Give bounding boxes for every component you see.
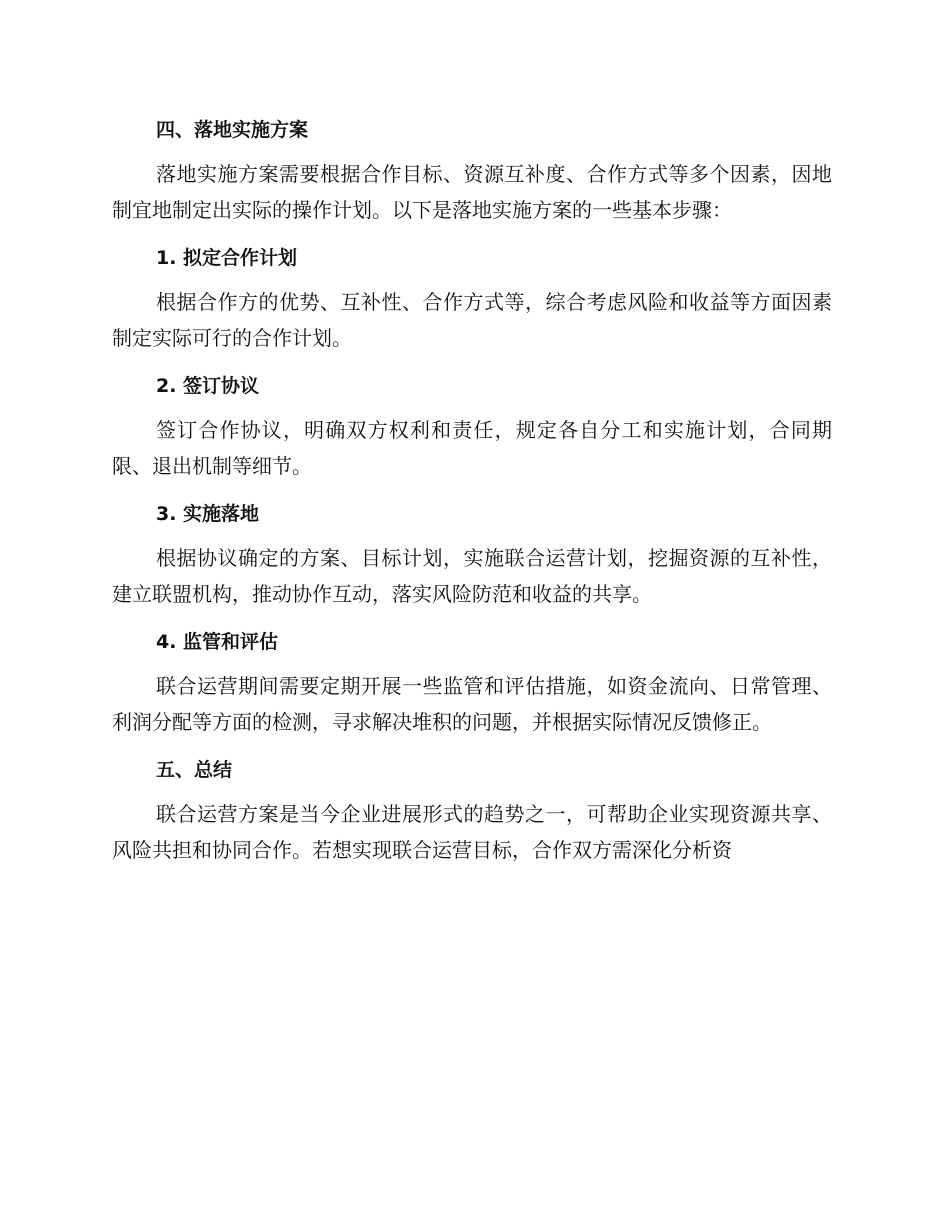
step-heading-draft-plan: 1. 拟定合作计划 <box>156 247 298 269</box>
step-paragraph-supervise-evaluate: 联合运营期间需要定期开展一些监管和评估措施，如资金流向、日常管理、利润分配等方面的检测，寻求解决堆积的问题，并根据实际情况反馈修正。 <box>112 674 832 734</box>
step-paragraph-implement: 根据协议确定的方案、目标计划，实施联合运营计划，挖掘资源的互补性，建立联盟机构，推动协作互动，落实风险防范和收益的共享。 <box>112 546 832 606</box>
step-paragraph-sign-agreement: 签订合作协议，明确双方权利和责任，规定各自分工和实施计划，合同期限、退出机制等细节。 <box>112 418 832 478</box>
step-heading-implement: 3. 实施落地 <box>156 503 260 525</box>
section-paragraph-summary: 联合运营方案是当今企业进展形式的趋势之一，可帮助企业实现资源共享、风险共担和协同合作。若想实现联合运营目标，合作双方需深化分析资 <box>112 802 832 862</box>
section-paragraph-implementation-plan: 落地实施方案需要根据合作目标、资源互补度、合作方式等多个因素，因地制宜地制定出实际的操作计划。以下是落地实施方案的一些基本步骤： <box>112 162 832 222</box>
step-paragraph-draft-plan: 根据合作方的优势、互补性、合作方式等，综合考虑风险和收益等方面因素制定实际可行的合作计划。 <box>112 290 832 350</box>
section-heading-implementation-plan: 四、落地实施方案 <box>156 119 309 141</box>
step-heading-supervise-evaluate: 4. 监管和评估 <box>156 631 279 653</box>
section-heading-summary: 五、总结 <box>156 759 233 781</box>
step-heading-sign-agreement: 2. 签订协议 <box>156 375 260 397</box>
document-body <box>112 106 832 878</box>
